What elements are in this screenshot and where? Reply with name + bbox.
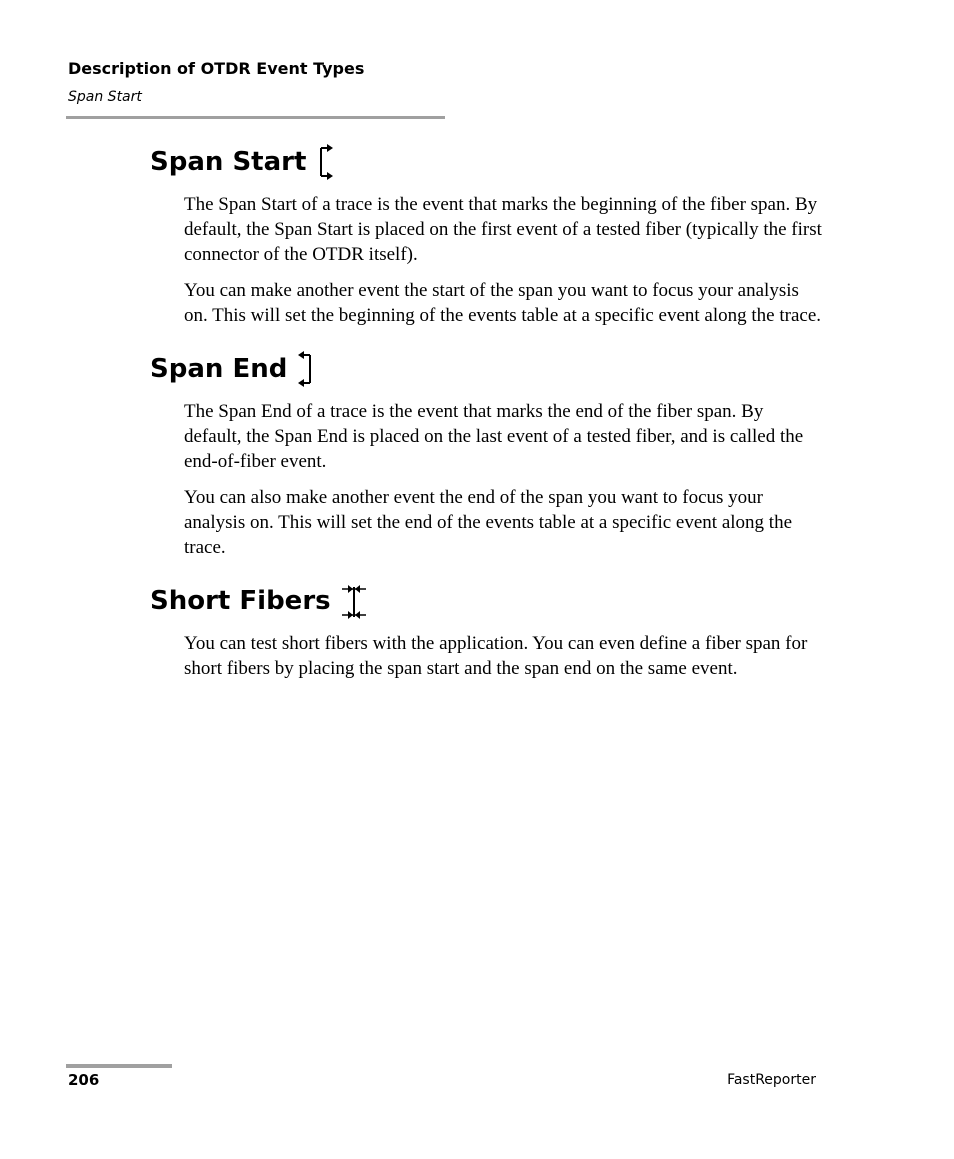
running-section-title: Span Start <box>68 89 142 105</box>
paragraph: You can test short fibers with the application. You can even define a fiber span for short fibers by placing the span start and the span end on the same event. <box>184 633 808 679</box>
footer-divider <box>66 1064 172 1068</box>
section-span-start <box>150 132 830 328</box>
section-short-fibers <box>150 571 830 681</box>
span-end-icon <box>296 349 316 389</box>
section-heading <box>150 339 830 399</box>
section-heading <box>150 571 830 631</box>
section-heading-text: Short Fibers <box>150 586 331 616</box>
chapter-title: Description of OTDR Event Types <box>68 59 365 78</box>
section-heading-text: Span Start <box>150 147 307 177</box>
running-header <box>68 58 448 107</box>
paragraph: You can make another event the start of the span you want to focus your analysis on. This will set the beginning of the events table at a specific event along the trace. <box>184 280 822 326</box>
page-content <box>150 132 830 692</box>
header-divider <box>66 116 445 119</box>
short-fibers-icon <box>340 581 368 621</box>
section-heading-text: Span End <box>150 354 288 384</box>
span-start-icon <box>315 142 335 182</box>
product-name: FastReporter <box>727 1072 816 1088</box>
section-span-end <box>150 339 830 560</box>
paragraph: The Span End of a trace is the event that marks the end of the fiber span. By default, the Span End is placed on the last event of a tested fiber, and is called the end-of-fiber event. <box>184 401 804 472</box>
paragraph: You can also make another event the end of the span you want to focus your analysis on. This will set the end of the events table at a specific event along the trace. <box>184 487 792 558</box>
paragraph: The Span Start of a trace is the event that marks the beginning of the fiber span. By default, the Span Start is placed on the first event of a tested fiber (typically the first connector of the OTDR itself). <box>184 194 822 265</box>
page-number: 206 <box>68 1071 100 1089</box>
section-heading <box>150 132 830 192</box>
